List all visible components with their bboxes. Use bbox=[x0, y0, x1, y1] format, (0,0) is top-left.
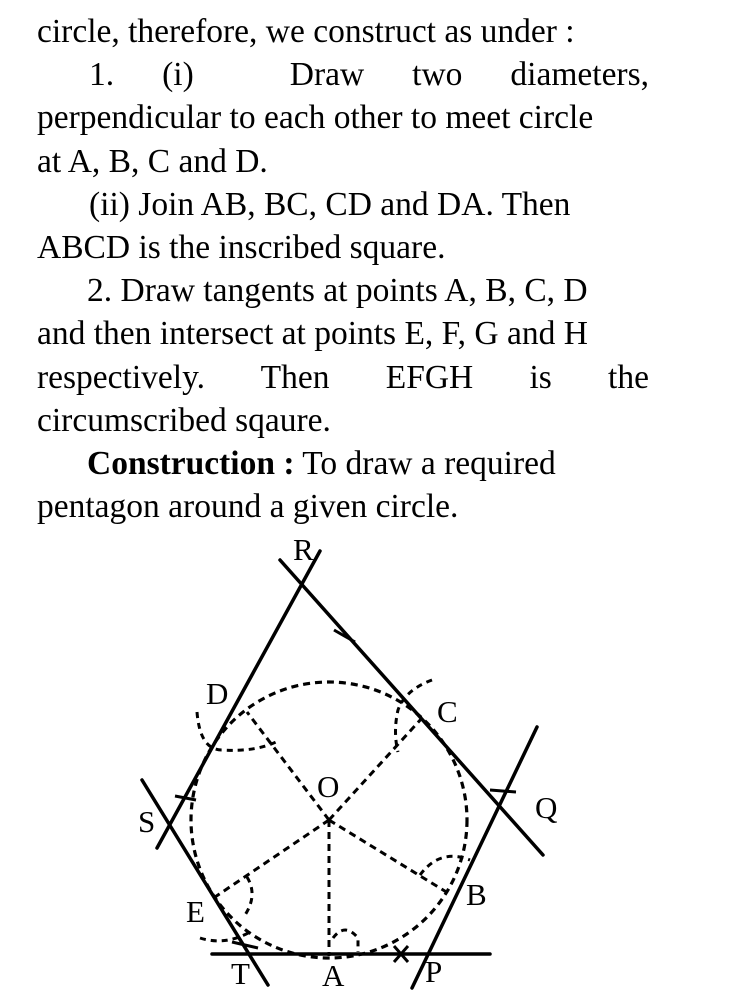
arc-c bbox=[396, 680, 433, 752]
text-line-3: perpendicular to each other to meet circle bbox=[37, 99, 594, 137]
label-o: O bbox=[317, 769, 340, 804]
label-r: R bbox=[293, 532, 314, 567]
step-1-i-number: 1. (i) bbox=[89, 56, 194, 94]
label-s: S bbox=[138, 804, 156, 839]
arc-d bbox=[197, 712, 276, 750]
radius-oc bbox=[329, 718, 422, 820]
label-t: T bbox=[231, 956, 250, 991]
arc-b bbox=[420, 856, 470, 875]
text-line-10: circumscribed sqaure. bbox=[37, 401, 331, 439]
text-line-5: (ii) Join AB, BC, CD and DA. Then bbox=[89, 185, 571, 223]
point-labels bbox=[138, 532, 557, 993]
side-r-q bbox=[280, 560, 543, 855]
text-line-9: respectively. Then EFGH is the bbox=[37, 358, 649, 396]
side-q-p bbox=[412, 727, 537, 988]
label-a: A bbox=[322, 958, 345, 993]
text-line-12: pentagon around a given circle. bbox=[37, 488, 459, 526]
text-line-8: and then intersect at points E, F, G and H bbox=[37, 315, 588, 353]
arc-e bbox=[245, 877, 252, 915]
radius-ob bbox=[329, 820, 448, 893]
text-line-4: at A, B, C and D. bbox=[37, 142, 268, 180]
label-d: D bbox=[206, 676, 229, 711]
label-q: Q bbox=[535, 790, 558, 825]
radius-oe bbox=[215, 820, 329, 897]
arc-a bbox=[333, 930, 358, 952]
construction-text: To draw a required bbox=[294, 444, 556, 482]
text-line-7: 2. Draw tangents at points A, B, C, D bbox=[87, 272, 588, 310]
tick-q bbox=[490, 790, 516, 792]
text-line-6: ABCD is the inscribed square. bbox=[37, 228, 446, 266]
label-p: P bbox=[425, 954, 443, 989]
construction-label: Construction : bbox=[87, 444, 295, 482]
step-1-i-text: Draw two diameters, bbox=[289, 56, 649, 94]
arc-t bbox=[200, 932, 250, 941]
label-b: B bbox=[466, 877, 487, 912]
label-e: E bbox=[186, 894, 205, 929]
label-c: C bbox=[437, 694, 458, 729]
side-r-s bbox=[157, 551, 320, 848]
text-line-1: circle, therefore, we construct as under : bbox=[37, 13, 575, 50]
